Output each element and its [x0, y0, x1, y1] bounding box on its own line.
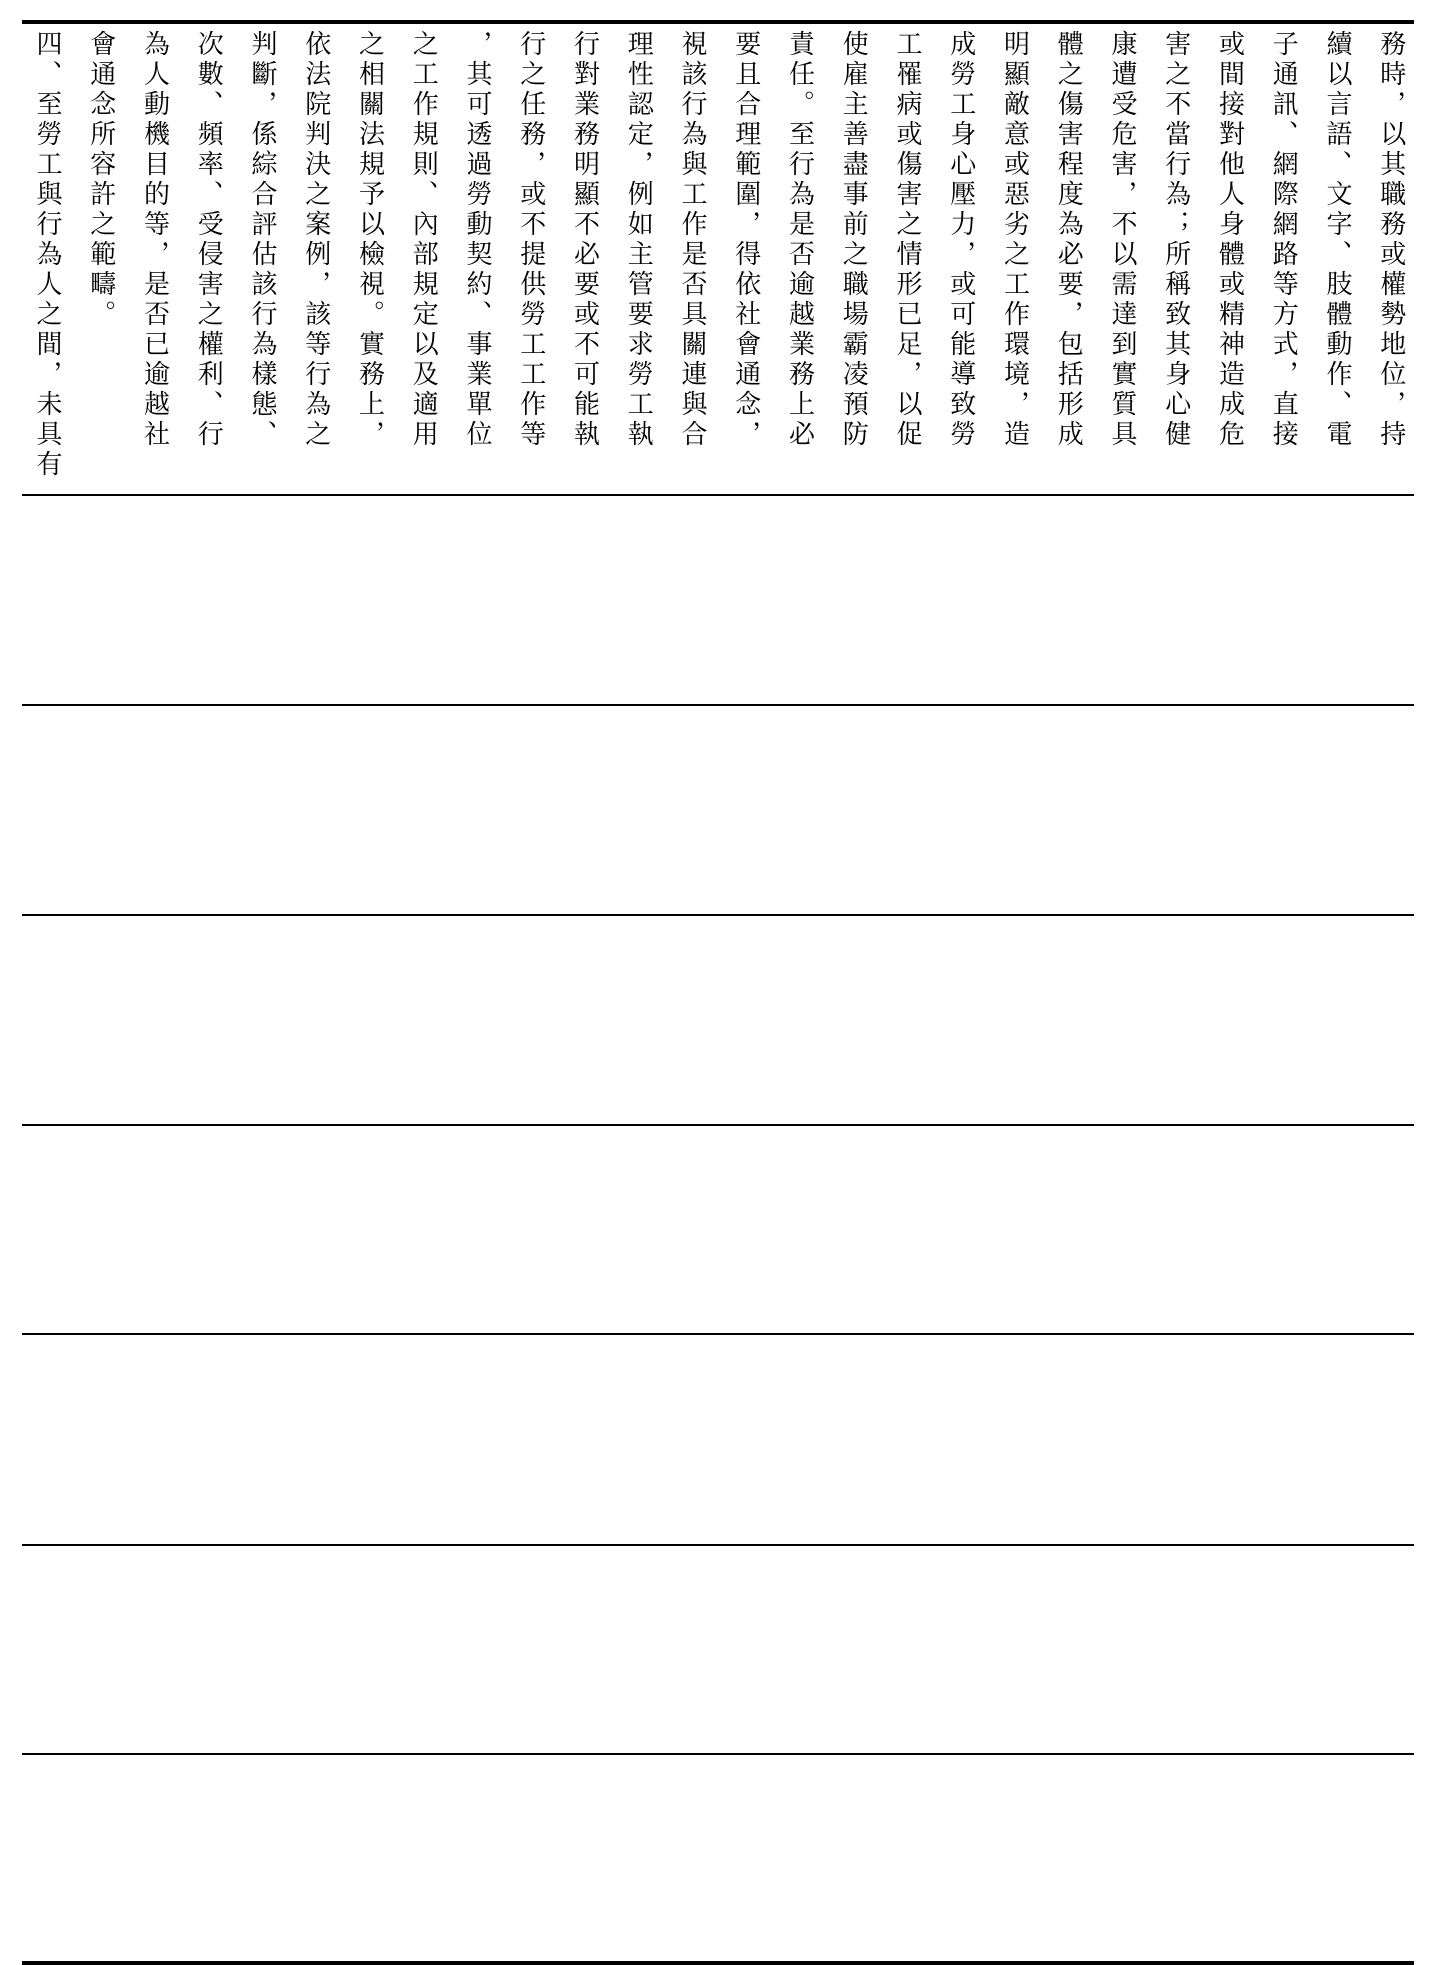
text-column: 續以言語、文字、肢體動作、電: [1322, 30, 1352, 450]
text-column: 要且合理範圍，得依社會通念，: [730, 30, 761, 450]
divider-rule: [22, 494, 1414, 496]
text-column: 子通訊、網際網路等方式，直接: [1268, 30, 1299, 450]
text-column: 依法院判決之案例，該等行為之: [300, 30, 331, 450]
text-column: ，其可透過勞動契約、事業單位: [462, 30, 492, 450]
divider-rule: [22, 1124, 1414, 1126]
text-column: 理性認定，例如主管要求勞工執: [623, 30, 654, 450]
text-column: 之相關法規予以檢視。實務上，: [354, 30, 385, 450]
text-column: 或間接對他人身體或精神造成危: [1214, 30, 1245, 450]
bottom-rule: [22, 1961, 1414, 1965]
text-column: 之工作規則、內部規定以及適用: [408, 30, 439, 450]
divider-rule: [22, 704, 1414, 706]
text-column: 體之傷害程度為必要，包括形成: [1053, 30, 1084, 450]
text-column: 工罹病或傷害之情形已足，以促: [892, 30, 922, 450]
text-column: 責任。至行為是否逾越業務上必: [784, 30, 815, 450]
text-column: 行對業務明顯不必要或不可能執: [569, 30, 600, 450]
text-column: 使雇主善盡事前之職場霸凌預防: [838, 30, 869, 450]
text-column: 成勞工身心壓力，或可能導致勞: [945, 30, 976, 450]
text-column: 視該行為與工作是否具關連與合: [677, 30, 707, 450]
text-column: 明顯敵意或惡劣之工作環境，造: [999, 30, 1030, 450]
text-column: 次數、頻率、受侵害之權利、行: [193, 30, 224, 450]
divider-rule: [22, 1544, 1414, 1546]
text-column: 康遭受危害，不以需達到實質具: [1107, 30, 1137, 450]
text-column: 務時，以其職務或權勢地位，持: [1375, 30, 1406, 450]
text-column: 為人動機目的等，是否已逾越社: [139, 30, 170, 450]
text-column: 會通念所容許之範疇。: [85, 30, 116, 330]
vertical-text-block: [24, 24, 1414, 494]
divider-rule: [22, 914, 1414, 916]
divider-rule: [22, 1333, 1414, 1335]
text-column: 行之任務，或不提供勞工工作等: [515, 30, 546, 450]
text-column: 判斷，係綜合評估該行為樣態、: [247, 30, 277, 450]
text-column: 四、至勞工與行為人之間，未具有: [32, 30, 62, 480]
text-column: 害之不當行為；所稱致其身心健: [1160, 30, 1191, 450]
divider-rule: [22, 1753, 1414, 1755]
